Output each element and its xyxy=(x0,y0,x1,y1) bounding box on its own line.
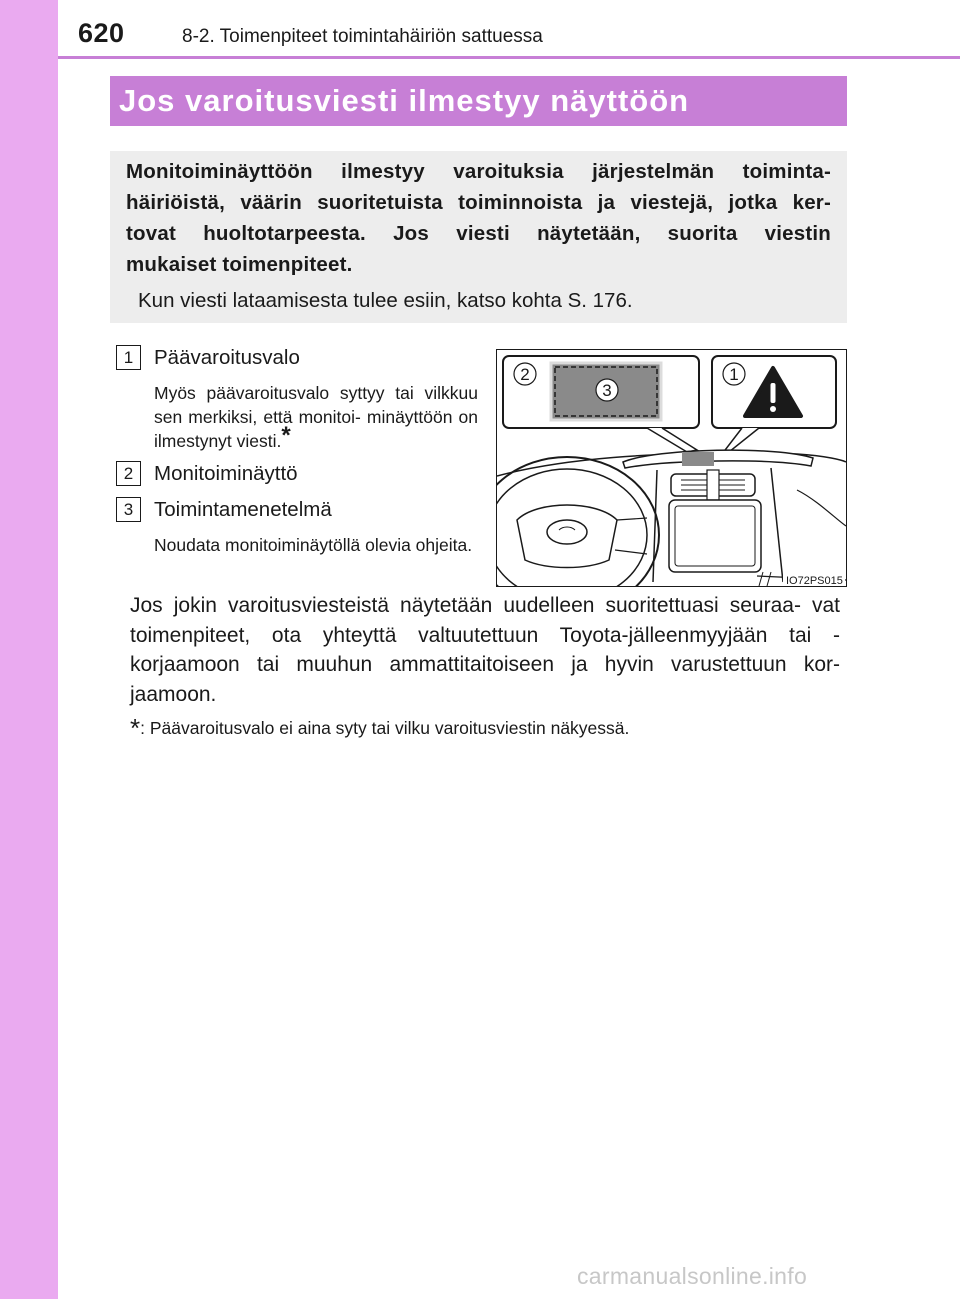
callout-2-label: 2 xyxy=(520,365,530,384)
callout-3-label: 3 xyxy=(602,381,612,400)
legend-item-1 xyxy=(116,345,300,370)
watermark: carmanualsonline.info xyxy=(577,1263,808,1289)
callout-1-label: 1 xyxy=(729,365,739,384)
multi-display-highlight xyxy=(682,452,714,466)
footnote-marker: * xyxy=(281,422,291,449)
intro-line: mukaiset toimenpiteet. xyxy=(126,253,353,276)
intro-line: Monitoiminäyttöön ilmestyy varoituksia järjestelmän toiminta- xyxy=(126,160,831,183)
section-title: Jos varoitusviesti ilmestyy näyttöön xyxy=(110,76,847,126)
figure-code: IO72PS015 xyxy=(786,575,843,586)
legend-description-text: Myös päävaroitusvalo syttyy tai vilkkuu sen merkiksi, että monitoi- minäyttöön on ilmestynyt viesti. xyxy=(154,383,478,451)
page-number: 620 xyxy=(78,18,125,48)
intro-note: Kun viesti lataamisesta tulee esiin, katso kohta S. 176. xyxy=(138,289,633,312)
legend-label: Päävaroitusvalo xyxy=(154,345,300,369)
running-head: 8-2. Toimenpiteet toimintahäiriön sattuessa xyxy=(182,26,543,47)
legend-label: Monitoiminäyttö xyxy=(154,461,298,485)
intro-line: tovat huoltotarpeesta. Jos viesti näytetään, suorita viestin xyxy=(126,222,831,245)
number-badge: 1 xyxy=(116,345,141,370)
body-paragraph: Jos jokin varoitusviesteistä näytetään uudelleen suoritettuasi seuraa- vat toimenpiteet, ota yhteyttä valtuutettuun Toyota-jälleenmyyjään tai -korjaamoon tai muuhun ammattitaitoiseen ja hyvin varustettuun kor- jaamoon. xyxy=(130,594,840,706)
footnote xyxy=(130,713,840,744)
intro-line: häiriöistä, väärin suoritetuista toiminnoista ja viestejä, jotka ker- xyxy=(126,191,831,214)
legend-description-1 xyxy=(154,381,478,453)
footnote-marker: * xyxy=(130,713,141,743)
legend-description-3: Noudata monitoiminäytöllä olevia ohjeita. xyxy=(154,535,473,555)
number-badge: 2 xyxy=(116,461,141,486)
side-color-band xyxy=(0,0,58,1299)
intro-box xyxy=(110,151,847,323)
footnote-text: : Päävaroitusvalo ei aina syty tai vilku varoitusviestin näkyessä. xyxy=(140,718,630,738)
dashboard-illustration xyxy=(496,349,847,587)
number-badge: 3 xyxy=(116,497,141,522)
intro-text xyxy=(126,156,831,280)
header-rule xyxy=(58,56,960,59)
legend-label: Toimintamenetelmä xyxy=(154,497,332,521)
legend-item-2 xyxy=(116,461,298,486)
legend-item-3 xyxy=(116,497,332,522)
